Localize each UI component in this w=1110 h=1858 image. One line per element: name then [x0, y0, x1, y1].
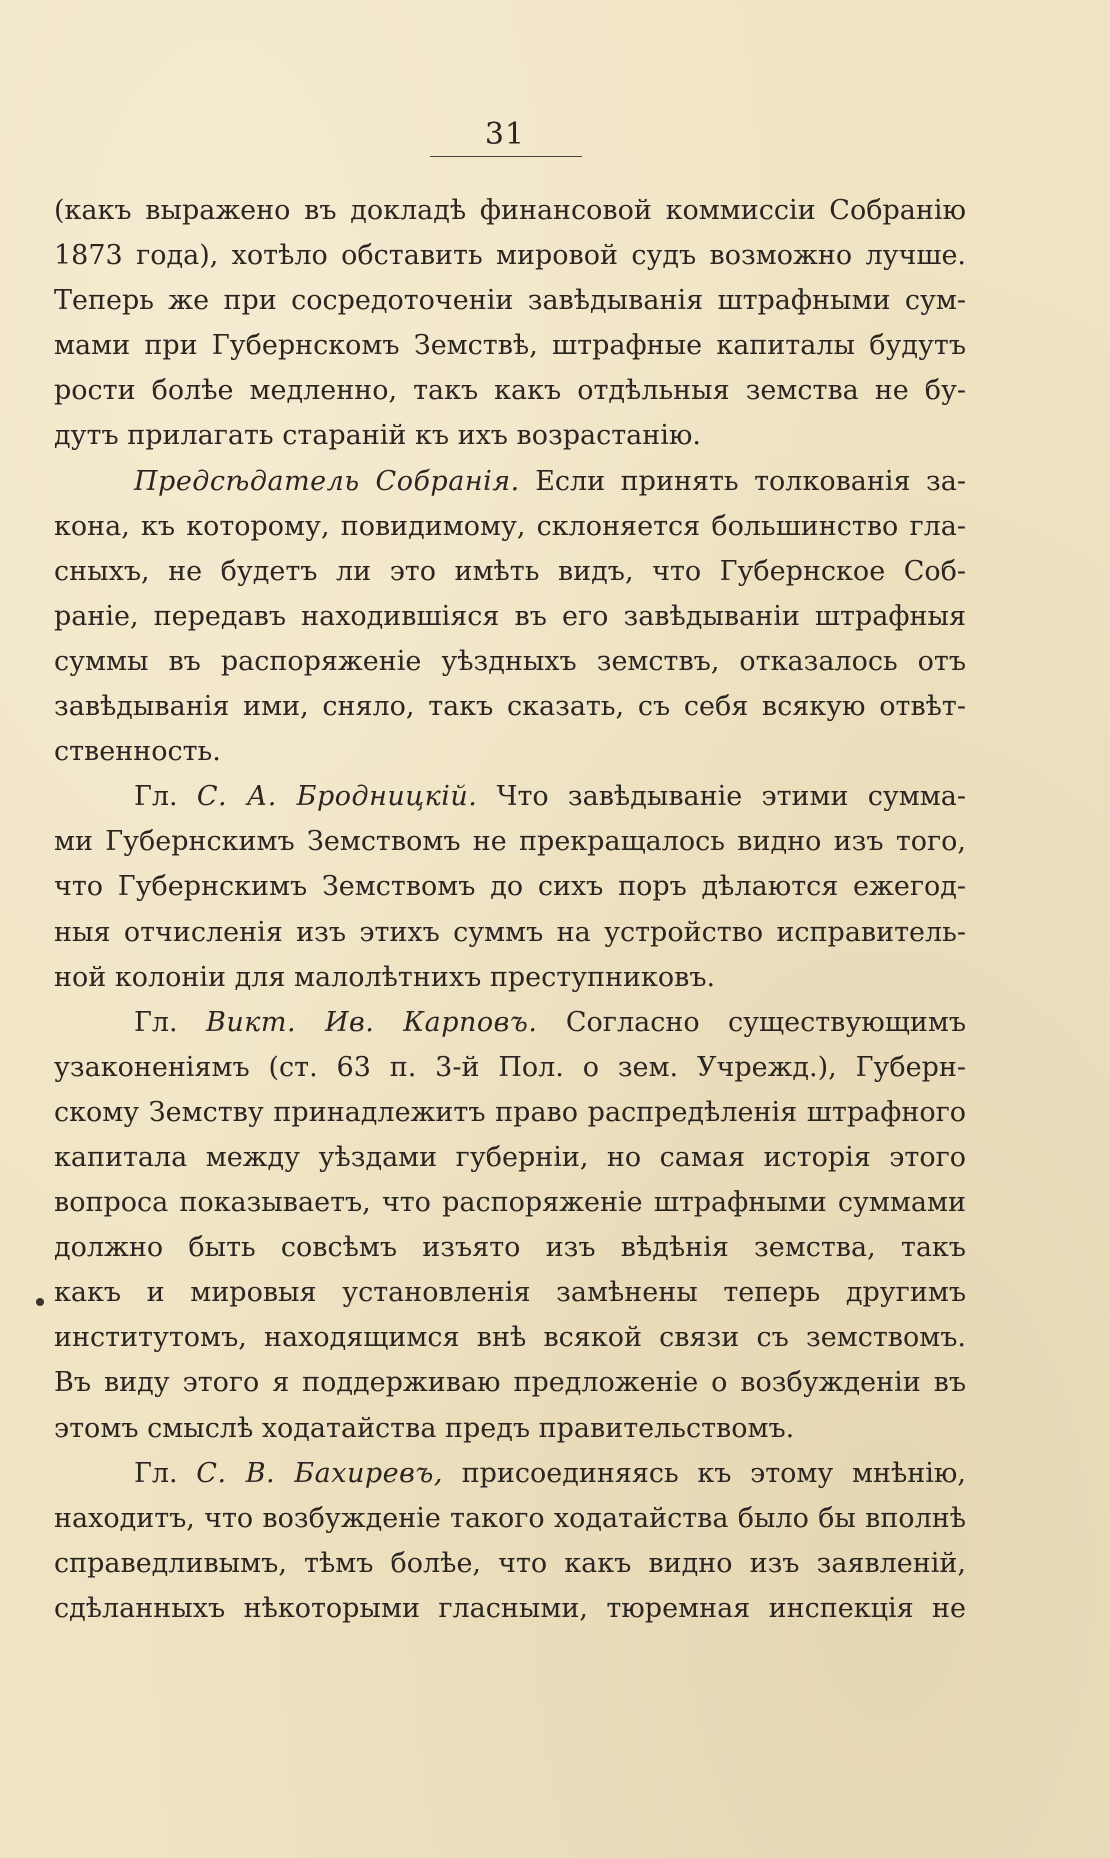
text-line: справедливымъ, тѣмъ болѣе, что какъ видно изъ заявленій,: [54, 1547, 966, 1579]
text-span: присоединяясь къ этому мнѣнію,: [461, 1457, 966, 1489]
paragraph-start: [54, 459, 966, 504]
page-number: 31: [484, 117, 526, 152]
text-line: должно быть совсѣмъ изъято изъ вѣдѣнія земства, такъ: [54, 1232, 966, 1264]
text-line: ми Губернскимъ Земствомъ не прекращалось видно изъ того,: [54, 826, 966, 858]
text-line: вопроса показываетъ, что распоряженіе штрафными суммами: [54, 1187, 966, 1219]
text-line: ственность.: [54, 736, 221, 768]
text-line: институтомъ, находящимся внѣ всякой связи съ земствомъ.: [54, 1322, 966, 1354]
paragraph-start: [54, 1451, 966, 1496]
speaker-name: С. В. Бахиревъ,: [196, 1457, 443, 1489]
text-line: ныя отчисленія изъ этихъ суммъ на устройство исправитель-: [54, 916, 966, 948]
speaker-name: Предсѣдатель Собранія.: [134, 465, 520, 497]
text-line: скому Земству принадлежитъ право распредѣленія штрафного: [54, 1096, 966, 1128]
text-line: завѣдыванія ими, сняло, такъ сказать, съ себя всякую отвѣт-: [54, 691, 966, 723]
speaker-prefix: Гл.: [134, 781, 178, 813]
speaker-prefix: Гл.: [134, 1006, 178, 1038]
text-line: суммы въ распоряженіе уѣздныхъ земствъ, отказалось отъ: [54, 645, 966, 677]
text-line: дутъ прилагать стараній къ ихъ возрастанію.: [54, 420, 701, 452]
speaker-prefix: Гл.: [134, 1457, 178, 1489]
text-line: 1873 года), хотѣло обставить мировой судъ возможно лучше.: [54, 240, 966, 272]
text-line: мами при Губернскомъ Земствѣ, штрафные капиталы будутъ: [54, 330, 966, 362]
text-line: сдѣланныхъ нѣкоторыми гласными, тюремная инспекція не: [54, 1592, 966, 1624]
text-line: Въ виду этого я поддерживаю предложеніе о возбужденіи въ: [54, 1367, 966, 1399]
paragraph-start: [54, 1000, 966, 1045]
text-line: какъ и мировыя установленія замѣнены теперь другимъ: [54, 1277, 966, 1309]
text-span: Что завѣдываніе этими сумма-: [496, 781, 966, 813]
text-line: рости болѣе медленно, такъ какъ отдѣльныя земства не бу-: [54, 375, 966, 407]
text-line: (какъ выражено въ докладѣ финансовой коммиссіи Собранію: [54, 195, 966, 226]
speaker-name: Викт. Ив. Карповъ.: [206, 1006, 538, 1038]
speaker-name: С. А. Бродницкій.: [196, 781, 478, 813]
text-line: кона, къ которому, повидимому, склоняется большинство гла-: [54, 510, 966, 542]
body-text: [54, 188, 966, 1631]
text-line: что Губернскимъ Земствомъ до сихъ поръ дѣлаются ежегод-: [54, 871, 966, 903]
text-line: этомъ смыслѣ ходатайства предъ правительствомъ.: [54, 1412, 795, 1444]
text-line: узаконеніямъ (ст. 63 п. 3-й Пол. о зем. Учрежд.), Губерн-: [54, 1051, 966, 1083]
page-number-rule: [430, 156, 582, 157]
text-line: ной колоніи для малолѣтнихъ преступниковъ.: [54, 961, 716, 993]
text-line: раніе, передавъ находившіяся въ его завѣдываніи штрафныя: [54, 600, 966, 632]
text-span: Если принять толкованія за-: [535, 465, 966, 497]
text-line: капитала между уѣздами губерніи, но самая исторія этого: [54, 1141, 966, 1173]
text-line: сныхъ, не будетъ ли это имѣть видъ, что Губернское Соб-: [54, 555, 966, 587]
text-span: Согласно существующимъ: [565, 1006, 966, 1038]
margin-dot-mark: [36, 1298, 44, 1306]
text-line: Теперь же при сосредоточеніи завѣдыванія штрафными сум-: [54, 285, 966, 317]
text-line: находитъ, что возбужденіе такого ходатайства было бы вполнѣ: [54, 1502, 966, 1534]
paragraph-start: [54, 774, 966, 819]
